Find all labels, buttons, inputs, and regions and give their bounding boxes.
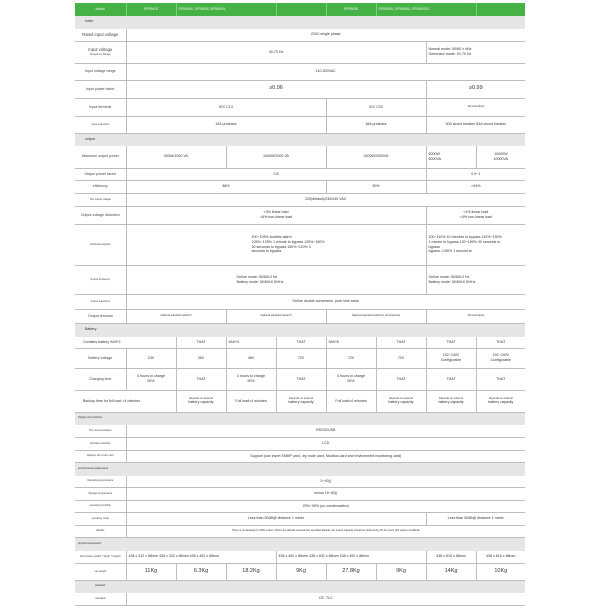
line: 10000VA bbox=[493, 156, 509, 161]
row-input-voltage-range bbox=[75, 63, 525, 80]
row-value bbox=[426, 206, 525, 224]
line: 100~110% 10 minutes to bypass 110%~130% bbox=[428, 234, 502, 239]
row-output-waveform bbox=[75, 294, 525, 309]
header-row bbox=[75, 3, 525, 16]
row-input-protection bbox=[75, 116, 525, 133]
row-value: LCD bbox=[126, 437, 525, 450]
cell: Full load>4 minutes bbox=[326, 390, 376, 412]
row-label: Overload capacity bbox=[75, 224, 126, 265]
cell: 72V bbox=[326, 348, 376, 368]
line: Online mode: 50/60±3 Hz bbox=[428, 274, 470, 279]
line: 10000W bbox=[494, 151, 508, 156]
row-value: 900W/1000 VA bbox=[126, 145, 226, 168]
row-value: Terminal block bbox=[426, 98, 525, 116]
cell: 6.3Kg bbox=[176, 563, 226, 580]
row-charging-time bbox=[75, 368, 525, 390]
cell: Full load>4 minutes bbox=[226, 390, 276, 412]
row-overload bbox=[75, 224, 525, 265]
section-standard: standard bbox=[75, 580, 525, 592]
row-value: ≥0.96 bbox=[126, 80, 426, 98]
cell: 11Kg bbox=[126, 563, 176, 580]
cell bbox=[226, 368, 276, 390]
line: 4 hours to charge bbox=[337, 374, 365, 379]
row-value bbox=[426, 224, 525, 265]
row-value bbox=[126, 206, 426, 224]
line: bypass >150% 1 second to bbox=[428, 249, 472, 254]
line: battery capacity bbox=[438, 400, 464, 405]
row-value: 88% bbox=[126, 180, 326, 193]
line: battery capacity bbox=[288, 400, 314, 405]
line: 6000VA bbox=[428, 156, 442, 161]
row-label: altitude bbox=[75, 525, 126, 537]
row-value bbox=[476, 145, 525, 168]
cell bbox=[326, 368, 376, 390]
section-battery: Battery bbox=[75, 323, 525, 336]
cell: THAT bbox=[426, 336, 476, 348]
row-smart-card bbox=[75, 450, 525, 462]
row-storage-temperature bbox=[75, 487, 525, 500]
model-col-3 bbox=[276, 3, 326, 16]
row-value: 30A circuit breaker 63A circuit breaker bbox=[426, 116, 525, 133]
cell: 18.2Kg bbox=[226, 563, 276, 580]
row-value: IEC C20 bbox=[326, 98, 426, 116]
row-label: Charging time bbox=[75, 368, 126, 390]
line: <1% linear load bbox=[463, 210, 489, 215]
row-value-right bbox=[426, 41, 525, 63]
row-battery-voltage bbox=[75, 348, 525, 368]
line: 4 hours to charge bbox=[137, 374, 165, 379]
line: Battery mode: 50/60±0.5%Hz bbox=[236, 279, 284, 284]
line: battery capacity bbox=[388, 400, 414, 405]
row-label: operating noise bbox=[75, 512, 126, 525]
cell: 48V bbox=[226, 348, 276, 368]
row-value: 10A protector bbox=[126, 116, 326, 133]
row-value: 110-300VAC bbox=[126, 63, 525, 80]
spec-table bbox=[75, 3, 525, 606]
row-backup-time bbox=[75, 390, 525, 412]
cell: THAT bbox=[276, 336, 326, 348]
row-net-weight bbox=[75, 563, 525, 580]
row-standard bbox=[75, 592, 525, 605]
row-input-power-factor bbox=[75, 80, 525, 98]
row-value: Terminal block bbox=[426, 309, 525, 323]
row-label: Output power factor bbox=[75, 168, 126, 180]
row-operating-temperature bbox=[75, 475, 525, 487]
line: <6% non-linear load bbox=[259, 215, 293, 219]
cell: 14Kg bbox=[426, 563, 476, 580]
row-value: 40-70 Hz bbox=[126, 41, 426, 63]
row-value bbox=[126, 265, 426, 294]
row-input-voltage bbox=[75, 41, 525, 63]
line: 105%~125% 1 minute to bypass 125%~150% bbox=[251, 239, 325, 244]
row-output-frequency bbox=[75, 265, 525, 294]
row-label: Contains battery 9AH*2 bbox=[75, 336, 176, 348]
model-col-1: SPRM1K bbox=[126, 3, 176, 16]
row-contains-battery bbox=[75, 336, 525, 348]
section-environment: environmental parameters bbox=[75, 462, 525, 475]
line: 90% bbox=[247, 379, 255, 383]
row-value: Less than 50dB@ distance 1 meter bbox=[126, 512, 426, 525]
row-value: 0.8 bbox=[126, 168, 426, 180]
row-value: 220V single phase bbox=[126, 28, 525, 41]
row-value: Support (can insert SNMP card, dry node card, Modbus card and environment monitoring card) bbox=[126, 450, 525, 462]
cell bbox=[276, 390, 326, 412]
cell: THAT bbox=[376, 368, 426, 390]
row-label: Maximum output power bbox=[75, 145, 126, 168]
row-label: interface interface bbox=[75, 437, 126, 450]
cell bbox=[126, 368, 176, 390]
line: Depends on external bbox=[189, 396, 213, 400]
line: seconds to bypass bbox=[251, 249, 282, 254]
model-col-6 bbox=[476, 3, 525, 16]
line: Battery mode: 50/60±0.5%Hz bbox=[428, 279, 476, 284]
label-sub: Frequency Range bbox=[89, 53, 111, 57]
row-value bbox=[126, 224, 426, 265]
row-value: 0~40() bbox=[126, 475, 525, 487]
row-value: Online double conversion, pure sine wave bbox=[126, 294, 525, 309]
cell: 9AH*4 bbox=[226, 336, 276, 348]
row-value: 2400W/3000VA bbox=[326, 145, 426, 168]
section-input: enter bbox=[75, 16, 525, 28]
row-output-terminal bbox=[75, 309, 525, 323]
row-label: Storage temperature bbox=[75, 487, 126, 500]
cell: 27.8Kg bbox=[326, 563, 376, 580]
row-label: Output terminal bbox=[75, 309, 126, 323]
row-label: Input protection bbox=[75, 116, 126, 133]
cell: 24V bbox=[126, 348, 176, 368]
line: Configurable bbox=[490, 358, 511, 362]
line: Normal mode: 50/60 ± 4Hz bbox=[428, 47, 472, 52]
cell: THAT bbox=[476, 336, 525, 348]
model-label: model bbox=[75, 3, 126, 16]
line: 90% bbox=[147, 379, 155, 383]
row-label: Rated input voltage bbox=[75, 28, 126, 41]
row-value: 438 x 615 x 88mm bbox=[476, 550, 525, 563]
cell: THAT bbox=[176, 336, 226, 348]
row-label: Backup time for full load >4 minutes bbox=[75, 390, 176, 412]
model-col-4: SPRM3K bbox=[326, 3, 376, 16]
section-display: Display and interface bbox=[75, 412, 525, 424]
cell bbox=[426, 390, 476, 412]
cell: 10Kg bbox=[476, 563, 525, 580]
cell: THAT bbox=[376, 336, 426, 348]
row-input-terminal bbox=[75, 98, 525, 116]
line: <4% non-linear load bbox=[459, 215, 492, 219]
row-label: Input terminal bbox=[75, 98, 126, 116]
line: battery capacity bbox=[488, 400, 514, 405]
line: 192~240V bbox=[492, 353, 510, 358]
line: 100~105% Audible alarm bbox=[251, 234, 292, 239]
row-value: RS232/USB bbox=[126, 424, 525, 437]
row-value: National standard socket*4+ terminal strip bbox=[326, 309, 426, 323]
row-interface bbox=[75, 437, 525, 450]
row-label: Input power factor bbox=[75, 80, 126, 98]
row-value bbox=[426, 145, 476, 168]
cell: 9AH*6 bbox=[326, 336, 376, 348]
row-operating-humidity bbox=[75, 500, 525, 512]
line: Depends on external bbox=[439, 396, 463, 400]
line: 4 hours to charge bbox=[237, 374, 265, 379]
row-value: 20%~90% (no condensation) bbox=[126, 500, 525, 512]
row-label: The output voltage bbox=[75, 193, 126, 206]
row-rated-input-voltage bbox=[75, 28, 525, 41]
row-efficiency bbox=[75, 180, 525, 193]
row-value: >94% bbox=[426, 180, 525, 193]
row-label: net weight bbox=[75, 563, 126, 580]
row-value: National standard socket*4 bbox=[226, 309, 326, 323]
row-label: displays the smart card bbox=[75, 450, 126, 462]
line: Depends on external bbox=[488, 396, 513, 400]
row-value: 438 x 312 x 88mm 438 x 332 x 88mm 438 x 452 x 88mm bbox=[126, 550, 276, 563]
line: 90% bbox=[347, 379, 355, 383]
row-value: Less than 50dB@ distance 1 meter bbox=[426, 512, 525, 525]
cell: 72V bbox=[376, 348, 426, 368]
row-label: Operating temperature bbox=[75, 475, 126, 487]
cell bbox=[376, 390, 426, 412]
row-label: Output voltage distortion bbox=[75, 206, 126, 224]
row-value: 16A protector bbox=[326, 116, 426, 133]
line: battery capacity bbox=[188, 400, 214, 405]
row-value: 1600W/2000 VA bbox=[226, 145, 326, 168]
cell: THAT bbox=[426, 368, 476, 390]
row-label: Output frequency bbox=[75, 265, 126, 294]
row-value: There is no derating for 1000 meters. When the altitude exceeds the specified altitude, the output capacity should be reduced by 1% for every 100 meters of altitude bbox=[126, 525, 525, 537]
cell bbox=[426, 348, 476, 368]
row-value: 438 x 615 x 88mm bbox=[426, 550, 476, 563]
row-label: operating humidity bbox=[75, 500, 126, 512]
line: bypass bbox=[428, 244, 440, 249]
cell bbox=[176, 390, 226, 412]
line: 1 minute to bypass 130~150% 30 seconds to bbox=[428, 239, 501, 244]
cell: THAT bbox=[176, 368, 226, 390]
row-value: 0.9~1 bbox=[426, 168, 525, 180]
row-label: Battery voltage bbox=[75, 348, 126, 368]
section-physical: physical parameters bbox=[75, 537, 525, 550]
line: Online mode: 50/60±3 Hz bbox=[236, 274, 278, 279]
row-output-distortion bbox=[75, 206, 525, 224]
row-label bbox=[75, 41, 126, 63]
cell bbox=[476, 390, 525, 412]
cell: THAT bbox=[276, 368, 326, 390]
line: Generator mode: 40-70 Hz bbox=[428, 52, 472, 56]
row-value: 90% bbox=[326, 180, 426, 193]
line: Depends on external bbox=[289, 396, 313, 400]
row-dimensions bbox=[75, 550, 525, 563]
row-output-voltage bbox=[75, 193, 525, 206]
cell: 9Kg bbox=[276, 563, 326, 580]
row-value: CE, TLC bbox=[126, 592, 525, 605]
label-main: Input voltage bbox=[88, 47, 113, 53]
model-col-5: SPRM3KL SPRM6KL SPRM10KL bbox=[376, 3, 476, 16]
row-label: Input voltage range bbox=[75, 63, 126, 80]
row-label: efficiency bbox=[75, 180, 126, 193]
row-value: 220(default)/230/240 VAC bbox=[126, 193, 525, 206]
row-value-right: ≥0.99 bbox=[426, 80, 525, 98]
line: Configurable bbox=[440, 358, 462, 362]
row-output-power-factor bbox=[75, 168, 525, 180]
section-output: output bbox=[75, 133, 525, 145]
row-label: The communication bbox=[75, 424, 126, 437]
cell: 9Kg bbox=[376, 563, 426, 580]
line: <3% linear load bbox=[263, 210, 289, 215]
line: 6000W bbox=[428, 151, 440, 156]
model-col-2: SPRM1KL SPRM2K SPRM2KL bbox=[176, 3, 276, 16]
row-label: standard bbox=[75, 592, 126, 605]
line: 30 seconds to bypass 150%~210% 3 bbox=[251, 244, 311, 249]
cell: 36V bbox=[176, 348, 226, 368]
row-label: Output waveform bbox=[75, 294, 126, 309]
row-value: National standard socket*4 bbox=[126, 309, 226, 323]
row-value bbox=[426, 265, 525, 294]
row-operating-noise bbox=[75, 512, 525, 525]
row-altitude bbox=[75, 525, 525, 537]
row-label: Dimensions (width * depth * height) bbox=[75, 550, 126, 563]
line: 192~240V bbox=[442, 353, 460, 358]
row-max-output-power bbox=[75, 145, 525, 168]
cell bbox=[476, 348, 525, 368]
line: Depends on external bbox=[389, 396, 413, 400]
cell: 72V bbox=[276, 348, 326, 368]
cell: THAT bbox=[476, 368, 525, 390]
row-value: IEC C14 bbox=[126, 98, 326, 116]
row-value: 438 x 452 x 88mm 438 x 632 x 88mm 438 x 452 x 88mm bbox=[276, 550, 426, 563]
row-value: minus 15~60() bbox=[126, 487, 525, 500]
row-communication bbox=[75, 424, 525, 437]
